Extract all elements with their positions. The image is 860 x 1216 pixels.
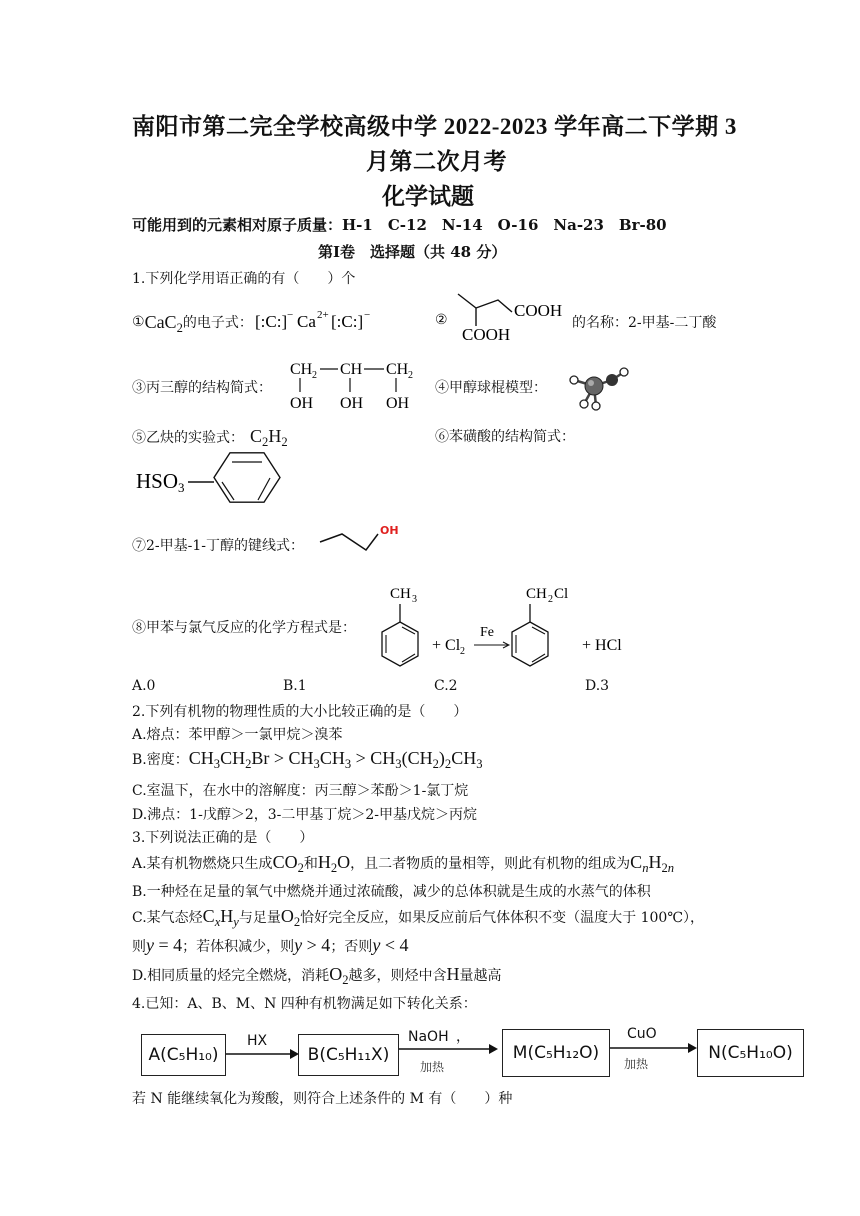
title-line-2: 月第二次月考 xyxy=(366,149,507,174)
svg-text:2: 2 xyxy=(408,370,413,381)
svg-text:3: 3 xyxy=(412,594,417,605)
q2-option-d[interactable]: D.沸点：1-戊醇＞2，3-二甲基丁烷＞2-甲基戊烷＞丙烷 xyxy=(132,807,477,823)
q1-item4-text: ④甲醇球棍模型： xyxy=(435,380,547,396)
q1-stem: 1.下列化学用语正确的有（ ）个 xyxy=(132,271,356,287)
q1-item1-label: ① xyxy=(132,314,145,330)
svg-text:COOH: COOH xyxy=(462,325,511,344)
q2-option-c[interactable]: C.室温下，在水中的溶解度：丙三醇＞苯酚＞1-氯丁烷 xyxy=(132,783,469,799)
q3-d-text-2: 越多，则烃中含 xyxy=(348,967,447,984)
svg-text:[:C:]: [:C:] xyxy=(330,312,363,331)
svg-text:2+: 2+ xyxy=(316,310,329,321)
flow-cond-heat-2: 加热 xyxy=(624,1057,649,1071)
arrow-2-icon xyxy=(399,1042,499,1056)
q3-c-text-3: 恰好完全反应，如果反应前后气体体积不变（温度大于 100℃）， xyxy=(300,909,705,926)
svg-text:CH: CH xyxy=(386,361,409,378)
o2-formula-d: $O_2$ xyxy=(329,964,349,987)
svg-text:CH: CH xyxy=(390,586,411,602)
q1-item5-text: ⑤乙炔的实验式： xyxy=(132,429,244,446)
arrow-3-icon xyxy=(610,1041,698,1055)
q1-item2-label: ② xyxy=(435,312,448,328)
svg-text:COOH: COOH xyxy=(514,301,563,320)
svg-text:2: 2 xyxy=(548,594,553,605)
q3-a-text-3: ，且二者物质的量相等，则此有机物的组成为 xyxy=(350,855,631,872)
o2-formula: $O_2$ xyxy=(280,906,301,929)
2-methyl-1-butanol-skeletal xyxy=(316,520,416,556)
arrow-1-icon xyxy=(226,1047,300,1061)
svg-text:[:C:]: [:C:] xyxy=(254,312,287,331)
flow-box-b: B(C₅H₁₁X) xyxy=(298,1034,399,1076)
q3-a-text-1: A.某有机物燃烧只生成 xyxy=(132,855,273,872)
svg-text:Ca: Ca xyxy=(296,312,316,331)
q1-item1 xyxy=(132,310,383,334)
methanol-ball-stick-model xyxy=(566,364,632,412)
svg-text:3: 3 xyxy=(178,480,185,495)
q2-option-b[interactable] xyxy=(132,748,483,769)
subject-title: 化学试题 xyxy=(382,184,474,209)
q2-stem: 2.下列有机物的物理性质的大小比较正确的是（ ） xyxy=(132,704,468,720)
svg-text:CH: CH xyxy=(340,361,363,378)
acetylene-formula: $C_2H_2$ xyxy=(250,426,288,449)
svg-text:2: 2 xyxy=(460,646,465,657)
q2-density-formula: $CH_3CH_2Br > CH_3CH_3 > CH_3(CH_2)_2CH_3$ xyxy=(188,748,483,771)
svg-text:−: − xyxy=(363,310,371,321)
q3-option-c-line2 xyxy=(132,935,408,956)
flow-cond-heat-1: 加热 xyxy=(420,1060,445,1074)
q2-option-b-prefix: B.密度： xyxy=(132,751,189,768)
q1-option-c[interactable]: C.2 xyxy=(434,678,458,694)
q1-option-d[interactable]: D.3 xyxy=(585,678,610,694)
glycerol-structure xyxy=(286,358,426,412)
svg-text:CH: CH xyxy=(290,361,313,378)
flow-reagent-naoh: NaOH xyxy=(408,1029,449,1045)
svg-text:OH: OH xyxy=(340,395,364,412)
q2-option-a[interactable]: A.熔点：苯甲醇＞一氯甲烷＞溴苯 xyxy=(132,727,343,743)
svg-text:+ Cl: + Cl xyxy=(432,637,461,654)
flow-reagent-naoh-mark: ， xyxy=(456,1029,470,1045)
q1-item6-text: ⑥苯磺酸的结构简式： xyxy=(435,429,575,445)
section-title: 第Ⅰ卷 选择题（共 48 分） xyxy=(318,243,507,261)
q3-c2-text-2: ；若体积减少，则 xyxy=(182,938,295,955)
q1-item8-text: ⑧甲苯与氯气反应的化学方程式是： xyxy=(132,620,356,636)
atomic-masses: 可能用到的元素相对原子质量：H-1 C-12 N-14 O-16 Na-23 Br-80 xyxy=(132,216,667,234)
svg-text:OH: OH xyxy=(386,395,410,412)
y-less-4: y < 4 xyxy=(372,935,409,955)
flow-box-n: N(C₅H₁₀O) xyxy=(697,1029,804,1077)
flow-reagent-hx: HX xyxy=(247,1033,268,1049)
y-equals-4: y = 4 xyxy=(146,935,183,955)
co2-formula: $CO_2$ xyxy=(272,852,304,875)
svg-text:−: − xyxy=(286,310,294,321)
q4-stem: 4.已知：A、B、M、N 四种有机物满足如下转化关系： xyxy=(132,996,477,1012)
svg-text:OH: OH xyxy=(380,524,399,537)
toluene-chlorination-equation xyxy=(372,582,642,682)
q3-stem: 3.下列说法正确的是（ ） xyxy=(132,830,314,846)
svg-text:Cl: Cl xyxy=(554,586,569,602)
q3-option-b[interactable]: B.一种烃在足量的氧气中燃烧并通过浓硫酸，减少的总体积就是生成的水蒸气的体积 xyxy=(132,884,651,900)
q3-option-c[interactable] xyxy=(132,906,704,927)
cxhy-formula: $C_xH_y$ xyxy=(202,906,239,929)
y-greater-4: y > 4 xyxy=(294,935,331,955)
q1-item2-name: 的名称：2-甲基-二丁酸 xyxy=(572,315,717,331)
svg-text:2: 2 xyxy=(312,370,317,381)
svg-text:CH: CH xyxy=(526,586,547,602)
q3-c2-text-1: 则 xyxy=(132,938,146,955)
q3-c-text-2: 与足量 xyxy=(238,909,281,926)
methyl-succinic-acid-structure xyxy=(450,290,570,346)
q3-d-text-3: 量越高 xyxy=(459,967,502,984)
h-symbol: H xyxy=(446,964,460,984)
benzenesulfonic-acid-structure xyxy=(134,452,304,508)
q1-item1-text: 的电子式： xyxy=(182,315,253,331)
cac2-formula: CaC$_2$ xyxy=(144,311,183,335)
cnh2n-formula: $C_nH_{2n}$ xyxy=(630,852,675,875)
q1-item3-text: ③丙三醇的结构简式： xyxy=(132,380,272,396)
svg-text:+ HCl: + HCl xyxy=(582,637,622,654)
flow-box-a: A(C₅H₁₀) xyxy=(141,1034,226,1076)
svg-text:HSO: HSO xyxy=(136,469,179,493)
q3-a-text-2: 和 xyxy=(303,855,318,872)
title-line-1: 南阳市第二完全学校高级中学 2022-2023 学年高二下学期 3 xyxy=(132,114,737,139)
flow-reagent-cuo: CuO xyxy=(627,1026,657,1042)
q3-option-d[interactable] xyxy=(132,964,501,985)
h2o-formula: $H_2O$ xyxy=(317,852,351,875)
q4-tail: 若 N 能继续氧化为羧酸，则符合上述条件的 M 有（ ）种 xyxy=(132,1091,513,1107)
q3-c-text-1: C.某气态烃 xyxy=(132,909,203,926)
flow-box-m: M(C₅H₁₂O) xyxy=(502,1029,610,1077)
q3-option-a[interactable] xyxy=(132,852,674,873)
svg-text:Fe: Fe xyxy=(480,625,494,640)
q1-option-a[interactable]: A.0 xyxy=(132,678,156,694)
q3-d-text-1: D.相同质量的烃完全燃烧，消耗 xyxy=(132,967,330,984)
q1-item7-text: ⑦2-甲基-1-丁醇的键线式： xyxy=(132,538,305,554)
svg-text:OH: OH xyxy=(290,395,314,412)
q1-option-b[interactable]: B.1 xyxy=(283,678,307,694)
cac2-electron-formula xyxy=(253,310,383,334)
q3-c2-text-3: ；否则 xyxy=(330,938,373,955)
q1-item5 xyxy=(132,426,288,447)
